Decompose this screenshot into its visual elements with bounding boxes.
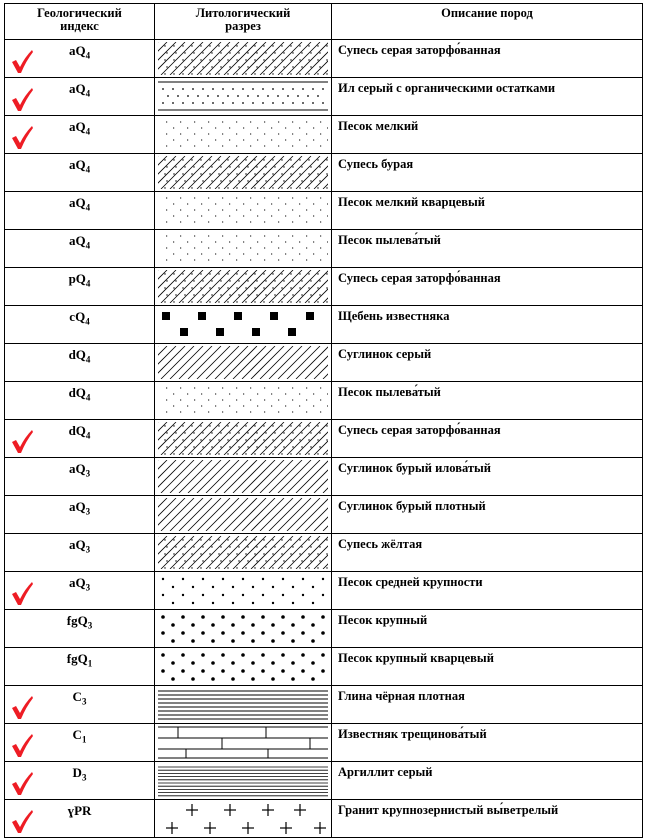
table-row bbox=[5, 154, 643, 192]
silt-pattern bbox=[158, 80, 328, 113]
argillite-pattern bbox=[158, 764, 328, 797]
index-code: cQ bbox=[69, 309, 86, 324]
lithology-pattern-cell bbox=[155, 192, 332, 230]
index-subscript: 1 bbox=[87, 658, 93, 669]
coarse-sand-pattern bbox=[158, 650, 328, 683]
rock-description: Щебень известняка bbox=[332, 306, 643, 344]
lithology-pattern-cell bbox=[155, 382, 332, 420]
geological-index-cell bbox=[5, 572, 155, 610]
index-code: aQ bbox=[68, 537, 86, 552]
geology-table-sheet bbox=[4, 3, 642, 829]
geological-index-cell bbox=[5, 344, 155, 382]
index-code: aQ bbox=[68, 119, 86, 134]
geological-index-cell bbox=[5, 420, 155, 458]
geological-index-cell bbox=[5, 762, 155, 800]
geological-index bbox=[5, 192, 154, 213]
geological-index bbox=[5, 610, 154, 631]
index-subscript: 3 bbox=[81, 696, 87, 707]
lithology-pattern-cell bbox=[155, 534, 332, 572]
lithology-pattern-cell bbox=[155, 268, 332, 306]
geological-index-cell bbox=[5, 116, 155, 154]
table-row bbox=[5, 534, 643, 572]
loam-pattern bbox=[158, 460, 328, 493]
red-checkmark-icon bbox=[10, 771, 34, 797]
geological-index-cell bbox=[5, 610, 155, 648]
index-subscript: 4 bbox=[85, 354, 91, 365]
index-code: fgQ bbox=[66, 613, 88, 628]
loam-pattern bbox=[158, 346, 328, 379]
lithology-pattern-cell bbox=[155, 800, 332, 838]
index-subscript: 4 bbox=[85, 316, 90, 327]
lithology-pattern-cell bbox=[155, 610, 332, 648]
table-row bbox=[5, 800, 643, 838]
table-row bbox=[5, 572, 643, 610]
rock-description: Суглинок бурый плотный bbox=[332, 496, 643, 534]
fine-sand-pattern bbox=[158, 232, 328, 265]
rock-description: Песок крупный bbox=[332, 610, 643, 648]
rock-description: Песок мелкий кварцевый bbox=[332, 192, 643, 230]
rock-description: Песок пылева́тый bbox=[332, 382, 643, 420]
medium-sand-pattern bbox=[158, 574, 328, 607]
geological-index-cell bbox=[5, 268, 155, 306]
rock-description: Супесь жёлтая bbox=[332, 534, 643, 572]
rock-description: Песок мелкий bbox=[332, 116, 643, 154]
index-code: aQ bbox=[68, 233, 86, 248]
geological-index-cell bbox=[5, 686, 155, 724]
lithology-pattern-cell bbox=[155, 458, 332, 496]
sandy-loam-pattern bbox=[158, 270, 328, 303]
geological-index-cell bbox=[5, 724, 155, 762]
table-row bbox=[5, 306, 643, 344]
geological-index-cell bbox=[5, 382, 155, 420]
red-checkmark-icon bbox=[10, 809, 34, 835]
geology-table bbox=[4, 3, 643, 838]
index-code: aQ bbox=[68, 575, 86, 590]
index-code: C bbox=[72, 689, 82, 704]
index-subscript: 4 bbox=[85, 240, 91, 251]
geological-index-cell bbox=[5, 78, 155, 116]
geological-index bbox=[5, 230, 154, 251]
geological-index-cell bbox=[5, 192, 155, 230]
rock-description: Супесь бурая bbox=[332, 154, 643, 192]
index-subscript: 4 bbox=[85, 126, 91, 137]
table-body bbox=[5, 40, 643, 838]
index-code: dQ bbox=[68, 385, 86, 400]
lithology-pattern-cell bbox=[155, 420, 332, 458]
lithology-pattern-cell bbox=[155, 724, 332, 762]
lithology-pattern-cell bbox=[155, 686, 332, 724]
table-header-row bbox=[5, 4, 643, 40]
geological-index-cell bbox=[5, 800, 155, 838]
table-row bbox=[5, 686, 643, 724]
geological-index bbox=[5, 154, 154, 175]
sandy-loam-pattern bbox=[158, 536, 328, 569]
index-code: D bbox=[72, 765, 82, 780]
table-row bbox=[5, 116, 643, 154]
index-subscript: 4 bbox=[85, 88, 91, 99]
index-subscript: 4 bbox=[85, 202, 91, 213]
index-code: dQ bbox=[68, 423, 86, 438]
red-checkmark-icon bbox=[10, 581, 34, 607]
index-subscript: 3 bbox=[85, 468, 91, 479]
red-checkmark-icon bbox=[10, 125, 34, 151]
rubble-pattern bbox=[158, 308, 328, 341]
red-checkmark-icon bbox=[10, 87, 34, 113]
rock-description: Суглинок серый bbox=[332, 344, 643, 382]
geological-index-cell bbox=[5, 230, 155, 268]
rock-description: Супесь серая заторфо́ванная bbox=[332, 40, 643, 78]
header-description: Описание пород bbox=[332, 4, 643, 40]
index-code: aQ bbox=[68, 499, 86, 514]
fine-sand-pattern bbox=[158, 384, 328, 417]
coarse-sand-pattern bbox=[158, 612, 328, 645]
fine-sand-pattern bbox=[158, 118, 328, 151]
geological-index bbox=[5, 306, 154, 327]
index-subscript: 1 bbox=[81, 734, 87, 745]
index-subscript: 3 bbox=[85, 544, 91, 555]
lithology-pattern-cell bbox=[155, 648, 332, 686]
index-subscript: 4 bbox=[85, 278, 91, 289]
geological-index bbox=[5, 496, 154, 517]
rock-description: Супесь серая заторфо́ванная bbox=[332, 268, 643, 306]
lithology-pattern-cell bbox=[155, 306, 332, 344]
rock-description: Гранит крупнозернистый вы́ветрелый bbox=[332, 800, 643, 838]
rock-description: Ил серый с органическими остатками bbox=[332, 78, 643, 116]
limestone-pattern bbox=[158, 726, 328, 759]
fine-sand-pattern bbox=[158, 194, 328, 227]
table-row bbox=[5, 496, 643, 534]
geological-index-cell bbox=[5, 534, 155, 572]
geological-index-cell bbox=[5, 458, 155, 496]
lithology-pattern-cell bbox=[155, 572, 332, 610]
header-lithology bbox=[155, 4, 332, 40]
geological-index bbox=[5, 382, 154, 403]
index-subscript: 3 bbox=[81, 772, 87, 783]
index-code: aQ bbox=[68, 195, 86, 210]
geological-index-cell bbox=[5, 496, 155, 534]
sandy-loam-pattern bbox=[158, 156, 328, 189]
index-code: dQ bbox=[68, 347, 86, 362]
table-row bbox=[5, 344, 643, 382]
red-checkmark-icon bbox=[10, 733, 34, 759]
index-code: fgQ bbox=[66, 651, 88, 666]
geological-index bbox=[5, 458, 154, 479]
clay-pattern bbox=[158, 688, 328, 721]
header-lithology-line-2: разрез bbox=[225, 19, 261, 33]
index-subscript: 3 bbox=[87, 620, 93, 631]
rock-description: Аргиллит серый bbox=[332, 762, 643, 800]
lithology-pattern-cell bbox=[155, 116, 332, 154]
table-row bbox=[5, 192, 643, 230]
index-code: aQ bbox=[68, 461, 86, 476]
index-code: aQ bbox=[68, 43, 86, 58]
table-row bbox=[5, 762, 643, 800]
index-subscript: 4 bbox=[85, 50, 91, 61]
red-checkmark-icon bbox=[10, 49, 34, 75]
index-code: ɣPR bbox=[67, 803, 92, 818]
index-subscript: 4 bbox=[85, 164, 91, 175]
geological-index bbox=[5, 534, 154, 555]
red-checkmark-icon bbox=[10, 429, 34, 455]
geological-index bbox=[5, 344, 154, 365]
header-lithology-line-1: Литологический bbox=[195, 6, 291, 20]
lithology-pattern-cell bbox=[155, 230, 332, 268]
header-index-line-2: индекс bbox=[60, 19, 99, 33]
sandy-loam-pattern bbox=[158, 42, 328, 75]
index-code: pQ bbox=[68, 271, 86, 286]
table-row bbox=[5, 230, 643, 268]
table-row bbox=[5, 648, 643, 686]
geological-index bbox=[5, 648, 154, 669]
geological-index bbox=[5, 268, 154, 289]
index-subscript: 3 bbox=[85, 506, 91, 517]
lithology-pattern-cell bbox=[155, 762, 332, 800]
table-row bbox=[5, 78, 643, 116]
rock-description: Известняк трещинова́тый bbox=[332, 724, 643, 762]
header-geological-index bbox=[5, 4, 155, 40]
header-index-line-1: Геологический bbox=[37, 6, 122, 20]
granite-pattern bbox=[158, 802, 328, 835]
index-code: aQ bbox=[68, 81, 86, 96]
lithology-pattern-cell bbox=[155, 78, 332, 116]
rock-description: Песок пылева́тый bbox=[332, 230, 643, 268]
geological-index-cell bbox=[5, 648, 155, 686]
table-row bbox=[5, 268, 643, 306]
index-code: aQ bbox=[68, 157, 86, 172]
geological-index-cell bbox=[5, 40, 155, 78]
rock-description: Песок средней крупности bbox=[332, 572, 643, 610]
rock-description: Суглинок бурый илова́тый bbox=[332, 458, 643, 496]
table-row bbox=[5, 458, 643, 496]
lithology-pattern-cell bbox=[155, 154, 332, 192]
index-subscript: 4 bbox=[85, 392, 91, 403]
table-row bbox=[5, 420, 643, 458]
red-checkmark-icon bbox=[10, 695, 34, 721]
loam-pattern bbox=[158, 498, 328, 531]
sandy-loam-pattern bbox=[158, 422, 328, 455]
index-code: C bbox=[72, 727, 82, 742]
index-subscript: 3 bbox=[85, 582, 91, 593]
geological-index-cell bbox=[5, 154, 155, 192]
table-row bbox=[5, 382, 643, 420]
lithology-pattern-cell bbox=[155, 344, 332, 382]
geological-index-cell bbox=[5, 306, 155, 344]
lithology-pattern-cell bbox=[155, 496, 332, 534]
table-row bbox=[5, 40, 643, 78]
rock-description: Песок крупный кварцевый bbox=[332, 648, 643, 686]
rock-description: Глина чёрная плотная bbox=[332, 686, 643, 724]
table-row bbox=[5, 724, 643, 762]
index-subscript: 4 bbox=[85, 430, 91, 441]
lithology-pattern-cell bbox=[155, 40, 332, 78]
rock-description: Супесь серая заторфо́ванная bbox=[332, 420, 643, 458]
table-row bbox=[5, 610, 643, 648]
